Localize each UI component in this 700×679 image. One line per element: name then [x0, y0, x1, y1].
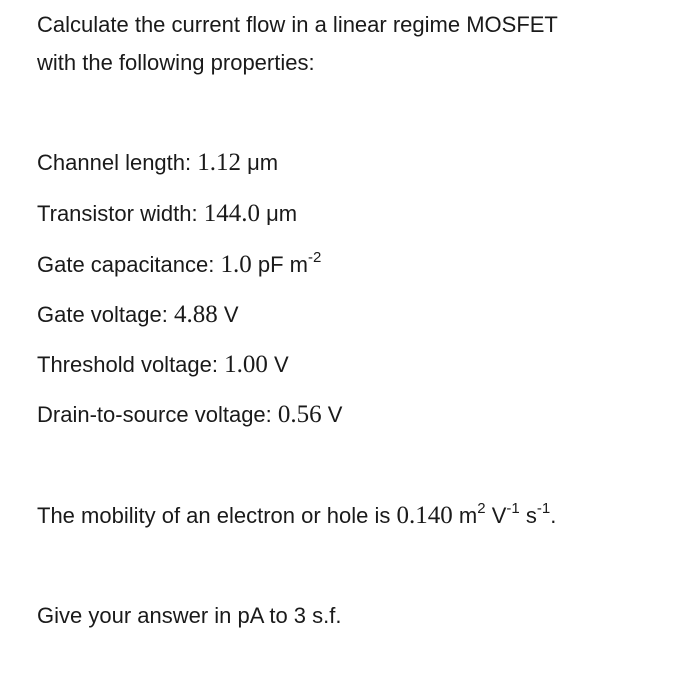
- property-label: Gate voltage:: [37, 302, 174, 327]
- property-label: Transistor width:: [37, 201, 204, 226]
- mobility-unit-exponent: -1: [506, 499, 520, 517]
- mobility-unit-volt: V: [491, 503, 507, 528]
- property-unit-exponent: -2: [307, 248, 322, 266]
- property-value: 144.0: [203, 200, 260, 227]
- property-unit: μm: [247, 150, 279, 175]
- property-unit: V: [327, 402, 343, 427]
- property-transistor-width: [37, 201, 297, 227]
- mobility-value: 0.140: [396, 502, 453, 529]
- property-gate-voltage: [37, 302, 239, 328]
- property-threshold-voltage: [37, 352, 289, 378]
- property-drain-to-source-voltage: [37, 402, 342, 428]
- property-label: Gate capacitance:: [37, 252, 221, 277]
- property-unit: pF m: [257, 252, 308, 277]
- property-value: 4.88: [173, 301, 218, 328]
- property-unit: V: [223, 302, 239, 327]
- property-value: 1.12: [197, 149, 241, 176]
- property-label: Threshold voltage:: [37, 352, 225, 377]
- property-label: Channel length:: [37, 150, 198, 175]
- property-value: 1.0: [220, 251, 252, 278]
- property-unit: V: [273, 352, 289, 377]
- property-unit: μm: [266, 201, 298, 226]
- property-value: 0.56: [277, 401, 322, 428]
- question-intro-line-1: Calculate the current flow in a linear regime MOSFET: [37, 12, 558, 37]
- property-gate-capacitance: [37, 248, 322, 278]
- mobility-statement: [37, 499, 557, 529]
- mobility-unit-exponent: -1: [536, 499, 551, 517]
- mobility-label: The mobility of an electron or hole is: [37, 503, 397, 528]
- property-label: Drain-to-source voltage:: [37, 402, 278, 427]
- question-intro-line-2: with the following properties:: [37, 50, 315, 75]
- answer-instruction: Give your answer in pA to 3 s.f.: [37, 603, 342, 628]
- mobility-unit-exponent: 2: [477, 499, 486, 517]
- mobility-unit-metre: m: [458, 503, 478, 528]
- property-value: 1.00: [224, 351, 268, 378]
- mobility-period: .: [550, 503, 557, 528]
- mobility-unit-second: s: [525, 503, 537, 528]
- property-channel-length: [37, 150, 278, 176]
